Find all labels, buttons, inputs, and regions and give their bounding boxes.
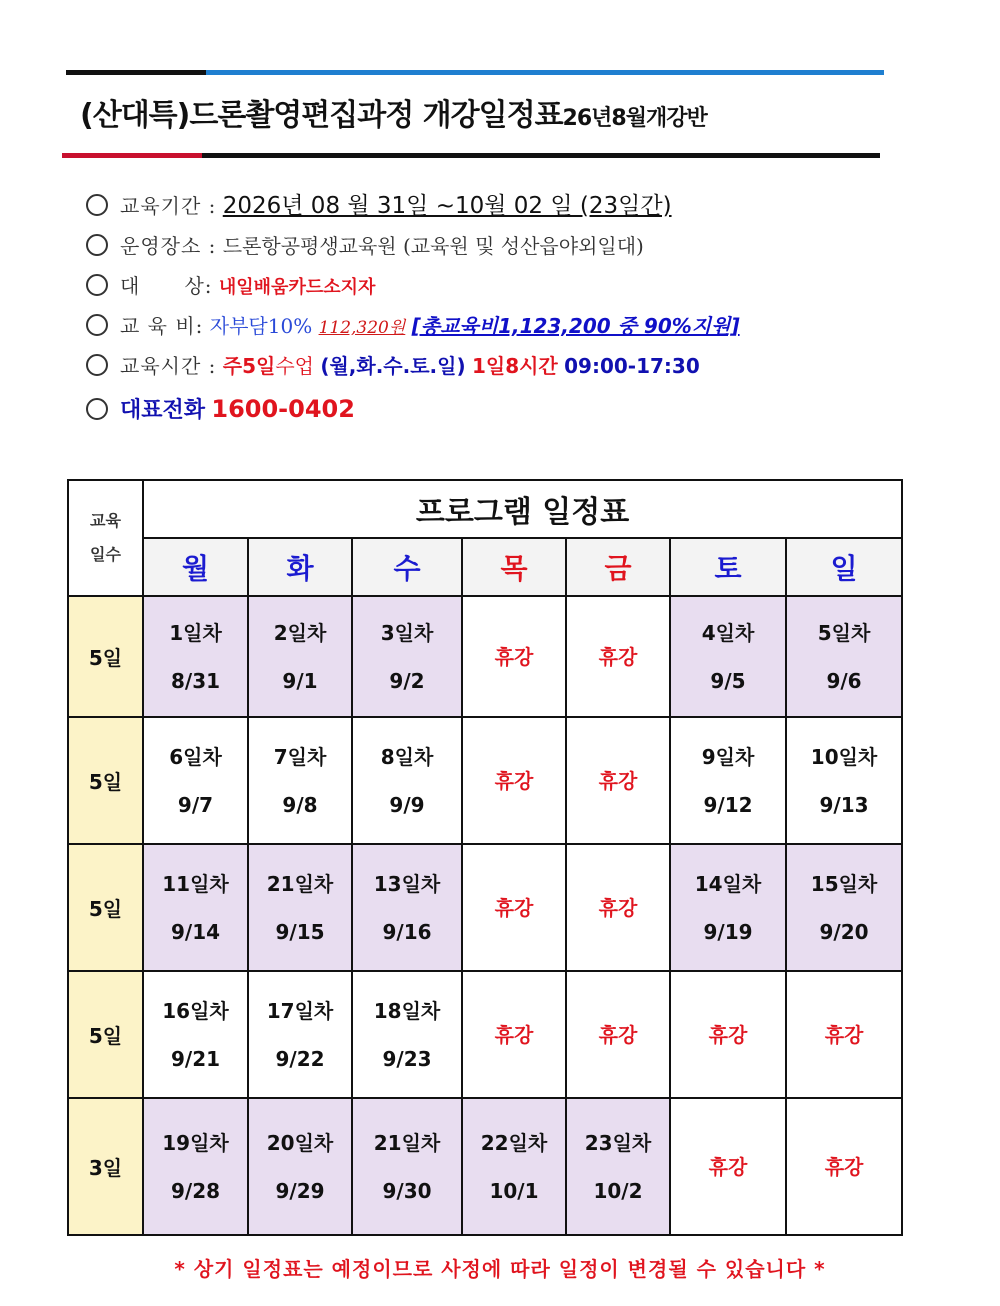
day-date: 9/7	[177, 792, 214, 817]
weekday-header: 수	[352, 538, 462, 596]
weekday-header: 토	[670, 538, 786, 596]
circle-bullet-icon	[86, 234, 108, 256]
footer-note: * 상기 일정표는 예정이므로 사정에 따라 일정이 변경될 수 있습니다 *	[174, 1257, 826, 1281]
top-divider	[66, 70, 884, 75]
day-date: 9/28	[170, 1178, 221, 1203]
rest-cell	[462, 596, 566, 717]
class-day-cell	[462, 1098, 566, 1235]
info-time	[86, 346, 946, 386]
week-days-count: 3일	[68, 1098, 143, 1235]
rest-label: 휴강	[494, 768, 534, 793]
days-column-header	[68, 480, 143, 596]
class-day-cell	[352, 844, 462, 971]
weekday-header: 월	[143, 538, 248, 596]
class-day-cell	[143, 844, 248, 971]
rest-cell	[670, 971, 786, 1098]
day-date: 10/2	[593, 1178, 643, 1203]
circle-bullet-icon	[86, 314, 108, 336]
rest-cell	[670, 1098, 786, 1235]
day-date: 9/21	[170, 1046, 221, 1071]
schedule-body	[68, 596, 902, 1235]
period-label: 교육기간 :	[120, 194, 217, 218]
class-day-cell	[248, 844, 352, 971]
page-title	[80, 90, 880, 134]
cost-self: 자부담10%	[209, 314, 313, 338]
time-days: (월,화.수.토.일)	[320, 354, 466, 378]
day-number: 21일차	[266, 871, 334, 896]
circle-bullet-icon	[86, 194, 108, 216]
weekday-header-row	[68, 538, 902, 596]
class-day-cell	[143, 717, 248, 844]
rest-label: 휴강	[494, 895, 534, 920]
day-number: 18일차	[373, 998, 441, 1023]
day-number: 21일차	[373, 1130, 441, 1155]
weekday-header: 일	[786, 538, 902, 596]
day-date: 9/19	[703, 919, 753, 944]
rest-cell	[566, 844, 670, 971]
day-date: 9/30	[382, 1178, 432, 1203]
title-sub: 26년8월개강반	[562, 106, 707, 131]
rest-label: 휴강	[598, 644, 638, 669]
phone-value: 1600-0402	[211, 395, 355, 423]
day-number: 19일차	[162, 1130, 229, 1155]
rest-label: 휴강	[494, 644, 534, 669]
day-number: 13일차	[373, 871, 441, 896]
day-date: 9/23	[382, 1046, 432, 1071]
day-number: 14일차	[694, 871, 762, 896]
info-period	[86, 186, 946, 226]
day-number: 20일차	[266, 1130, 334, 1155]
day-number: 4일차	[701, 620, 755, 645]
info-target	[86, 266, 946, 306]
day-date: 9/2	[389, 668, 425, 693]
day-number: 9일차	[701, 744, 755, 769]
day-date: 9/16	[382, 919, 432, 944]
week-row	[68, 971, 902, 1098]
day-number: 15일차	[810, 871, 878, 896]
rest-cell	[786, 971, 902, 1098]
day-number: 5일차	[817, 620, 871, 645]
day-date: 10/1	[489, 1178, 539, 1203]
place-value: 드론항공평생교육원 (교육원 및 성산읍야외일대)	[222, 234, 644, 258]
rest-cell	[462, 844, 566, 971]
rest-label: 휴강	[824, 1154, 864, 1179]
rest-cell	[566, 596, 670, 717]
rest-cell	[786, 1098, 902, 1235]
day-date: 9/20	[819, 919, 869, 944]
schedule-table	[67, 479, 903, 1236]
class-day-cell	[786, 717, 902, 844]
rest-label: 휴강	[494, 1022, 534, 1047]
cost-label: 교 육 비:	[120, 314, 204, 338]
days-label-1: 교육	[90, 511, 121, 530]
day-number: 8일차	[380, 744, 434, 769]
cost-amount: 112,320원	[318, 318, 406, 338]
info-phone	[86, 389, 946, 429]
rest-cell	[566, 971, 670, 1098]
rest-cell	[462, 717, 566, 844]
class-day-cell	[670, 844, 786, 971]
day-date: 9/9	[389, 792, 425, 817]
time-hours: 1일8시간	[471, 354, 558, 378]
rest-label: 휴강	[598, 1022, 638, 1047]
class-day-cell	[352, 596, 462, 717]
class-day-cell	[143, 1098, 248, 1235]
bottom-divider	[62, 153, 880, 158]
day-date: 9/1	[282, 668, 318, 693]
title-main: (산대특)드론촬영편집과정 개강일정표	[80, 98, 563, 133]
circle-bullet-icon	[86, 398, 108, 420]
week-row	[68, 596, 902, 717]
class-day-cell	[670, 717, 786, 844]
rest-cell	[462, 971, 566, 1098]
rest-label: 휴강	[598, 895, 638, 920]
week-row	[68, 1098, 902, 1235]
class-day-cell	[352, 971, 462, 1098]
day-date: 9/29	[275, 1178, 325, 1203]
day-number: 11일차	[162, 871, 229, 896]
class-day-cell	[248, 971, 352, 1098]
class-day-cell	[670, 596, 786, 717]
info-cost	[86, 306, 946, 346]
day-date: 8/31	[170, 668, 221, 693]
day-date: 9/8	[282, 792, 318, 817]
week-days-count: 5일	[68, 596, 143, 717]
day-date: 9/15	[275, 919, 325, 944]
day-number: 10일차	[810, 744, 878, 769]
phone-label: 대표전화	[120, 398, 206, 423]
day-number: 2일차	[273, 620, 327, 645]
target-value: 내일배움카드소지자	[218, 277, 376, 298]
rest-label: 휴강	[708, 1154, 748, 1179]
class-day-cell	[248, 1098, 352, 1235]
day-number: 17일차	[266, 998, 334, 1023]
day-number: 6일차	[169, 744, 222, 769]
class-day-cell	[566, 1098, 670, 1235]
day-date: 9/14	[170, 919, 221, 944]
day-number: 22일차	[480, 1130, 548, 1155]
day-date: 9/5	[710, 668, 746, 693]
day-date: 9/13	[819, 792, 869, 817]
class-day-cell	[786, 844, 902, 971]
time-per-week: 주5일	[222, 354, 276, 378]
target-label: 대 상:	[120, 274, 213, 298]
class-day-cell	[352, 717, 462, 844]
cost-note: [총교육비1,123,200 중 90%지원]	[411, 314, 740, 338]
time-label: 교육시간 :	[120, 354, 217, 378]
day-date: 9/12	[703, 792, 753, 817]
days-label-2: 일수	[90, 545, 121, 564]
week-row	[68, 717, 902, 844]
week-days-count: 5일	[68, 844, 143, 971]
circle-bullet-icon	[86, 354, 108, 376]
time-class-word: 수업	[275, 354, 314, 378]
rest-label: 휴강	[824, 1022, 864, 1047]
rest-label: 휴강	[708, 1022, 748, 1047]
day-number: 23일차	[584, 1130, 652, 1155]
day-number: 1일차	[169, 620, 222, 645]
weekday-header: 화	[248, 538, 352, 596]
week-days-count: 5일	[68, 971, 143, 1098]
class-day-cell	[143, 971, 248, 1098]
rest-label: 휴강	[598, 768, 638, 793]
day-number: 16일차	[162, 998, 229, 1023]
week-row	[68, 844, 902, 971]
weekday-header: 금	[566, 538, 670, 596]
day-date: 9/6	[826, 668, 862, 693]
class-day-cell	[352, 1098, 462, 1235]
day-date: 9/22	[275, 1046, 325, 1071]
place-label: 운영장소 :	[120, 234, 217, 258]
period-value: 2026년 08 월 31일 ~10월 02 일 (23일간)	[222, 193, 672, 219]
rest-cell	[566, 717, 670, 844]
weekday-header: 목	[462, 538, 566, 596]
day-number: 3일차	[380, 620, 434, 645]
time-range: 09:00-17:30	[564, 354, 700, 378]
table-title: 프로그램 일정표	[143, 480, 902, 538]
circle-bullet-icon	[86, 274, 108, 296]
week-days-count: 5일	[68, 717, 143, 844]
class-day-cell	[143, 596, 248, 717]
class-day-cell	[786, 596, 902, 717]
course-info	[86, 186, 946, 429]
class-day-cell	[248, 596, 352, 717]
class-day-cell	[248, 717, 352, 844]
day-number: 7일차	[273, 744, 327, 769]
info-place	[86, 226, 946, 266]
